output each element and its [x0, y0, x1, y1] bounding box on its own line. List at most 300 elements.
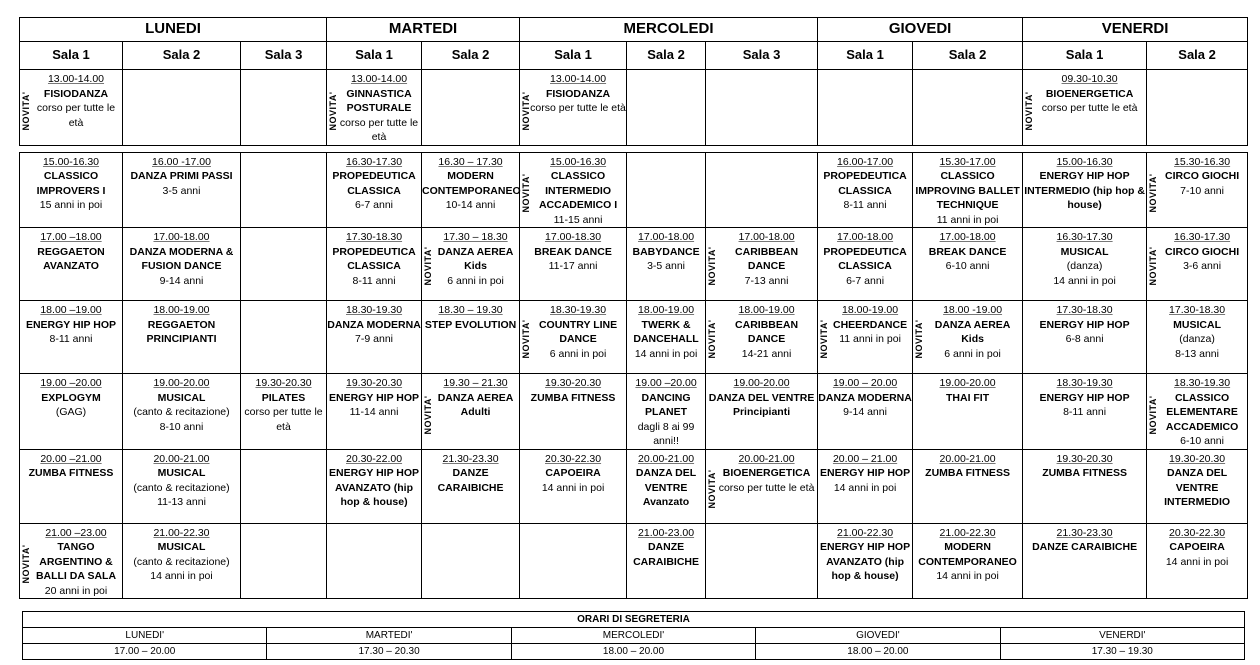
class-entry	[913, 301, 1022, 373]
class-cell	[327, 374, 422, 450]
class-name: CLASSICO ELEMENTARE ACCADEMICO	[1165, 391, 1239, 433]
class-cell	[627, 228, 706, 301]
novita-badge	[520, 167, 531, 219]
class-time: 19.00-20.00	[153, 377, 210, 389]
day-header: MARTEDI	[327, 18, 520, 42]
novita-label: NOVITA'	[422, 395, 433, 434]
office-day: MARTEDI'	[267, 628, 511, 644]
class-name: DANZA DEL VENTRE INTERMEDIO	[1164, 467, 1231, 508]
class-time: 19.00 – 20.00	[832, 377, 898, 389]
class-info: corso per tutte le età	[36, 102, 116, 129]
class-info: 14 anni in poi	[1165, 555, 1229, 568]
class-cell	[123, 152, 241, 228]
novita-badge	[20, 85, 31, 137]
class-info: (GAG)	[55, 406, 87, 418]
class-cell	[1023, 523, 1147, 599]
class-name: DANZA DEL VENTRE Principianti	[708, 391, 815, 418]
class-time: 15.00-16.30	[550, 155, 607, 168]
class-time: 21.00-22.30	[939, 526, 996, 539]
class-cell	[123, 374, 241, 450]
class-info: 8-11 anni	[49, 333, 93, 345]
class-cell	[913, 449, 1023, 523]
empty-cell	[627, 70, 706, 146]
class-time: 18.00-19.00	[842, 304, 899, 316]
class-time: 18.00 -19.00	[943, 304, 1003, 316]
class-time: 16.30 – 17.30	[438, 155, 503, 168]
novita-badge	[706, 313, 717, 365]
class-entry	[1147, 450, 1247, 523]
novita-badge	[327, 85, 338, 137]
empty-cell	[627, 152, 706, 228]
class-name: MODERN CONTEMPORANEO	[918, 541, 1017, 568]
class-name: ENERGY HIP HOP AVANZATO (hip hop & house)	[820, 541, 911, 582]
class-info: corso per tutte le età	[339, 116, 419, 143]
class-cell	[1023, 449, 1147, 523]
class-entry	[627, 524, 705, 599]
class-name: ZUMBA FITNESS	[28, 467, 114, 479]
novita-label: NOVITA'	[1147, 246, 1158, 286]
class-name: PROPEDEUTICA CLASSICA	[823, 170, 907, 197]
room-header: Sala 1	[327, 42, 422, 70]
class-cell	[913, 374, 1023, 450]
novita-label: NOVITA'	[818, 319, 829, 359]
class-info: 10-14 anni	[445, 199, 496, 211]
class-info: 7-13 anni	[744, 274, 789, 287]
class-entry	[1023, 153, 1146, 228]
class-name: BREAK DANCE	[534, 245, 612, 258]
class-name: ZUMBA FITNESS	[925, 467, 1010, 479]
class-name: ENERGY HIP HOP INTERMEDIO (hip hop & house)	[1024, 170, 1145, 211]
class-time: 21.00 –23.00	[45, 526, 107, 539]
class-cell	[818, 228, 913, 301]
class-info: (canto & recitazione)	[133, 406, 230, 418]
class-cell	[422, 301, 520, 374]
class-time: 19.30-20.30	[255, 377, 312, 389]
class-name: DANZA DEL VENTRE Avanzato	[635, 467, 697, 508]
class-time: 19.00-20.00	[939, 377, 996, 389]
class-entry	[1023, 524, 1146, 599]
class-name: CHEERDANCE	[833, 318, 908, 331]
class-entry	[1023, 70, 1146, 145]
class-time: 17.00-18.30	[545, 231, 602, 243]
class-entry	[1147, 374, 1247, 449]
schedule-table	[19, 17, 1248, 599]
class-name: CAPOEIRA	[1169, 541, 1225, 553]
class-entry	[520, 374, 626, 449]
class-cell	[20, 374, 123, 450]
class-cell	[1147, 228, 1248, 301]
class-cell	[20, 301, 123, 374]
novita-label: NOVITA'	[20, 544, 31, 584]
class-time: 20.00-21.00	[153, 452, 210, 465]
class-time: 21.30-23.30	[442, 452, 499, 465]
class-time: 16.30-17.30	[1174, 231, 1231, 243]
office-day: MERCOLEDI'	[511, 628, 755, 644]
novita-badge	[1147, 389, 1158, 441]
class-name: TWERK & DANCEHALL	[633, 318, 699, 345]
class-name: CLASSICO INTERMEDIO ACCADEMICO I	[538, 170, 618, 211]
class-time: 20.30-22.30	[1169, 526, 1226, 539]
class-entry	[520, 301, 626, 373]
novita-badge	[706, 240, 717, 292]
class-time: 16.00 -17.00	[152, 155, 211, 168]
class-info: corso per tutte le età	[718, 481, 815, 494]
class-entry	[627, 228, 705, 300]
empty-cell	[706, 523, 818, 599]
class-info: 3-5 anni	[647, 260, 686, 272]
class-info: 11 anni in poi	[839, 333, 901, 345]
class-cell	[1147, 152, 1248, 228]
empty-cell	[706, 70, 818, 146]
class-cell	[20, 449, 123, 523]
class-time: 18.30 – 19.30	[438, 304, 503, 316]
class-cell	[913, 301, 1023, 374]
class-time: 13.00-14.00	[351, 73, 408, 85]
class-info-2: 14 anni in poi	[1053, 274, 1116, 287]
class-entry	[123, 524, 240, 599]
class-name: MODERN CONTEMPORANEO	[422, 170, 521, 197]
class-entry	[1023, 374, 1146, 449]
class-cell	[327, 228, 422, 301]
room-header: Sala 3	[706, 42, 818, 70]
novita-label: NOVITA'	[422, 246, 433, 286]
class-cell	[1147, 449, 1248, 523]
class-cell	[520, 374, 627, 450]
class-time: 15.00-16.30	[1056, 155, 1113, 168]
class-cell	[1023, 152, 1147, 228]
class-entry	[706, 301, 817, 373]
class-time: 21.00-23.00	[638, 526, 695, 539]
class-entry	[123, 228, 240, 300]
class-info: 6-8 anni	[1065, 333, 1104, 345]
office-day: LUNEDI'	[23, 628, 267, 644]
empty-cell	[422, 70, 520, 146]
office-hours: 18.00 – 20.00	[756, 644, 1000, 660]
class-name: CARIBBEAN DANCE	[735, 318, 799, 345]
class-entry	[1147, 228, 1247, 300]
class-time: 16.00-17.00	[837, 155, 894, 168]
class-cell	[422, 449, 520, 523]
schedule-row	[20, 228, 1248, 301]
novita-label: NOVITA'	[20, 91, 31, 130]
empty-cell	[818, 70, 913, 146]
empty-cell	[913, 70, 1023, 146]
class-cell	[706, 301, 818, 374]
class-cell	[706, 374, 818, 450]
novita-label: NOVITA'	[520, 319, 531, 359]
class-entry	[913, 153, 1022, 228]
class-name: DANZE CARAIBICHE	[437, 467, 504, 494]
class-name: PROPEDEUTICA CLASSICA	[823, 245, 907, 272]
class-time: 09.30-10.30	[1061, 73, 1118, 85]
class-info: corso per tutte le età	[1041, 102, 1138, 114]
room-header: Sala 1	[20, 42, 123, 70]
class-name: THAI FIT	[945, 391, 990, 404]
class-cell	[422, 152, 520, 228]
class-entry	[327, 374, 421, 449]
class-info: 3-6 anni	[1183, 260, 1222, 272]
class-cell	[818, 523, 913, 599]
class-info-2: 8-13 anni	[1175, 347, 1219, 360]
day-header: VENERDI	[1023, 18, 1248, 42]
class-cell	[123, 449, 241, 523]
class-info: 14 anni in poi	[833, 481, 897, 494]
class-time: 17.30-18.30	[1056, 304, 1113, 316]
class-cell	[1023, 301, 1147, 374]
class-time: 20.00-21.00	[638, 452, 695, 465]
office-hours: 17.30 – 19.30	[1000, 644, 1244, 660]
class-entry	[627, 301, 705, 373]
novita-badge	[422, 240, 433, 292]
class-time: 18.30-19.30	[550, 304, 607, 316]
novita-label: NOVITA'	[913, 319, 924, 359]
class-cell	[520, 152, 627, 228]
class-cell	[818, 301, 913, 374]
novita-label: NOVITA'	[1147, 395, 1158, 434]
class-entry	[818, 301, 912, 373]
class-info: corso per tutte le età	[244, 406, 323, 433]
class-entry	[913, 524, 1022, 599]
class-cell	[520, 301, 627, 374]
class-entry	[706, 228, 817, 300]
class-time: 20.00 –21.00	[40, 452, 102, 465]
class-info: 6-7 anni	[846, 274, 885, 287]
class-entry	[818, 374, 912, 449]
class-name: CLASSICO IMPROVING BALLET TECHNIQUE	[915, 170, 1020, 211]
class-cell	[1023, 70, 1147, 146]
empty-cell	[241, 228, 327, 301]
class-time: 20.30-22.00	[346, 452, 403, 465]
class-name: MUSICAL	[157, 467, 206, 479]
room-header: Sala 3	[241, 42, 327, 70]
class-entry	[20, 153, 122, 228]
room-header: Sala 2	[627, 42, 706, 70]
class-cell	[1147, 523, 1248, 599]
class-name: DANZA AEREA Kids	[934, 318, 1011, 345]
class-entry	[123, 153, 240, 228]
class-cell	[123, 228, 241, 301]
class-time: 19.30-20.30	[545, 377, 602, 389]
class-cell	[20, 70, 123, 146]
empty-cell	[241, 523, 327, 599]
class-entry	[422, 450, 519, 523]
class-entry	[913, 228, 1022, 300]
class-cell	[1147, 374, 1248, 450]
class-cell	[520, 70, 627, 146]
class-time: 17.00-18.00	[638, 231, 695, 243]
class-name: CARIBBEAN DANCE	[735, 245, 799, 272]
class-time: 20.30-22.30	[545, 452, 602, 465]
novita-badge	[1023, 85, 1034, 137]
spacer-cell	[20, 145, 1248, 152]
office-day: VENERDI'	[1000, 628, 1244, 644]
class-time: 21.30-23.30	[1056, 526, 1113, 539]
room-header: Sala 2	[1147, 42, 1248, 70]
class-entry	[422, 228, 519, 300]
class-entry	[20, 228, 122, 300]
class-info: 14-21 anni	[741, 347, 792, 360]
class-info: 6-10 anni	[1180, 435, 1224, 447]
office-days-row	[23, 628, 1245, 644]
class-name: PROPEDEUTICA CLASSICA	[332, 170, 416, 197]
class-info: 6 anni in poi	[447, 274, 504, 287]
class-name: CIRCO GIOCHI	[1165, 170, 1240, 182]
class-time: 15.30-17.00	[939, 155, 996, 168]
class-time: 17.30-18.30	[1169, 304, 1226, 316]
class-time: 20.00-21.00	[738, 452, 795, 465]
novita-label: NOVITA'	[1147, 173, 1158, 213]
class-cell	[1023, 374, 1147, 450]
class-entry	[241, 374, 326, 449]
office-day: GIOVEDI'	[756, 628, 1000, 644]
class-name: FISIODANZA	[43, 87, 109, 100]
class-time: 18.00-19.00	[738, 304, 795, 316]
class-name: MUSICAL	[1173, 318, 1221, 331]
class-time: 17.30 – 18.30	[443, 231, 508, 243]
class-name: DANZE CARAIBICHE	[1032, 541, 1138, 553]
class-time: 19.30-20.30	[346, 377, 403, 389]
class-name: STEP EVOLUTION	[424, 318, 517, 331]
class-info: 9-14 anni	[843, 406, 887, 418]
class-time: 15.00-16.30	[42, 155, 100, 168]
schedule-row	[20, 523, 1248, 599]
class-time: 19.30 – 21.30	[443, 377, 508, 389]
class-name: BIOENERGETICA	[722, 467, 811, 479]
class-entry	[627, 450, 705, 523]
class-entry	[913, 450, 1022, 523]
novita-label: NOVITA'	[520, 173, 531, 213]
class-time: 18.00 –19.00	[40, 304, 102, 316]
office-hours-row	[23, 644, 1245, 660]
class-cell	[20, 523, 123, 599]
class-cell	[422, 374, 520, 450]
class-name: REGGAETON AVANZATO	[37, 245, 105, 272]
class-info: 6 anni in poi	[944, 347, 1001, 360]
class-info: (canto & recitazione)	[133, 481, 230, 494]
class-time: 18.00-19.00	[153, 304, 210, 316]
class-time: 17.00-18.00	[939, 231, 996, 243]
class-cell	[241, 374, 327, 450]
class-time: 17.30-18.30	[346, 231, 403, 243]
novita-badge	[913, 313, 924, 365]
class-time: 17.00-18.00	[153, 231, 210, 243]
class-name: DANZA AEREA Kids	[437, 245, 514, 272]
class-cell	[627, 374, 706, 450]
class-name: ENERGY HIP HOP AVANZATO (hip hop & house)	[329, 467, 420, 508]
class-cell	[123, 523, 241, 599]
room-header: Sala 1	[520, 42, 627, 70]
novita-badge	[520, 85, 531, 137]
class-entry	[520, 228, 626, 300]
novita-badge	[520, 313, 531, 365]
class-cell	[520, 449, 627, 523]
schedule-row	[20, 152, 1248, 228]
class-entry	[327, 301, 421, 373]
class-info: (canto & recitazione)	[133, 555, 230, 568]
class-name: DANZA MODERNA & FUSION DANCE	[129, 245, 234, 272]
class-cell	[627, 449, 706, 523]
class-info: 9-14 anni	[159, 274, 204, 287]
room-header: Sala 2	[913, 42, 1023, 70]
class-entry	[20, 450, 122, 523]
class-info: 8-11 anni	[352, 274, 396, 287]
class-entry	[1023, 228, 1146, 300]
room-header: Sala 1	[1023, 42, 1147, 70]
room-header-row	[20, 42, 1248, 70]
empty-cell	[241, 449, 327, 523]
class-entry	[520, 450, 626, 523]
class-info: dagli 8 ai 99 anni!!	[637, 420, 695, 447]
empty-cell	[706, 152, 818, 228]
class-info: corso per tutte le età	[530, 102, 626, 114]
class-entry	[520, 153, 626, 228]
class-time: 20.00 – 21.00	[832, 452, 898, 465]
class-entry	[422, 301, 519, 373]
class-cell	[520, 228, 627, 301]
class-entry	[818, 153, 912, 228]
schedule-row	[20, 301, 1248, 374]
class-entry	[327, 450, 421, 523]
class-name: BREAK DANCE	[928, 245, 1007, 258]
class-info-2: 8-10 anni	[159, 420, 204, 433]
class-info: 15 anni in poi	[39, 199, 103, 211]
class-time: 17.00-18.00	[837, 231, 894, 243]
novita-label: NOVITA'	[1023, 91, 1034, 130]
class-name: EXPLOGYM	[41, 391, 101, 404]
novita-label: NOVITA'	[327, 91, 338, 130]
class-name: ENERGY HIP HOP	[1039, 391, 1130, 404]
office-hours: 18.00 – 20.00	[511, 644, 755, 660]
class-cell	[913, 228, 1023, 301]
class-name: ENERGY HIP HOP	[329, 391, 420, 404]
class-time: 19.00 –20.00	[40, 377, 102, 389]
class-entry	[706, 374, 817, 449]
class-name: BIOENERGETICA	[1045, 87, 1134, 100]
class-name: ENERGY HIP HOP	[820, 467, 911, 479]
class-entry	[627, 374, 705, 449]
empty-cell	[123, 70, 241, 146]
class-cell	[1147, 301, 1248, 374]
class-cell	[1023, 228, 1147, 301]
class-info: 7-9 anni	[355, 333, 393, 345]
class-name: DANZA MODERNA	[818, 391, 912, 404]
class-name: BABYDANCE	[632, 245, 700, 258]
class-name: MUSICAL	[1060, 245, 1109, 258]
day-header: GIOVEDI	[818, 18, 1023, 42]
office-hours-table	[22, 611, 1245, 660]
day-header: LUNEDI	[20, 18, 327, 42]
class-info: 8-11 anni	[843, 199, 887, 211]
class-time: 18.30-19.30	[1056, 377, 1113, 389]
class-name: ZUMBA FITNESS	[530, 391, 616, 404]
class-name: ZUMBA FITNESS	[1042, 467, 1127, 479]
office-hours: 17.30 – 20.30	[267, 644, 511, 660]
class-name: GINNASTICA POSTURALE	[346, 87, 412, 114]
class-entry	[422, 153, 519, 228]
class-info: (danza)	[1066, 260, 1103, 272]
schedule-row	[20, 374, 1248, 450]
class-time: 15.30-16.30	[1174, 155, 1231, 168]
class-cell	[422, 228, 520, 301]
class-entry	[818, 450, 912, 523]
class-cell	[818, 374, 913, 450]
class-info: 11 anni in poi	[936, 213, 999, 226]
class-entry	[20, 374, 122, 449]
class-entry	[123, 450, 240, 523]
class-time: 19.00-20.00	[733, 377, 790, 389]
room-header: Sala 2	[123, 42, 241, 70]
class-entry	[327, 70, 421, 145]
